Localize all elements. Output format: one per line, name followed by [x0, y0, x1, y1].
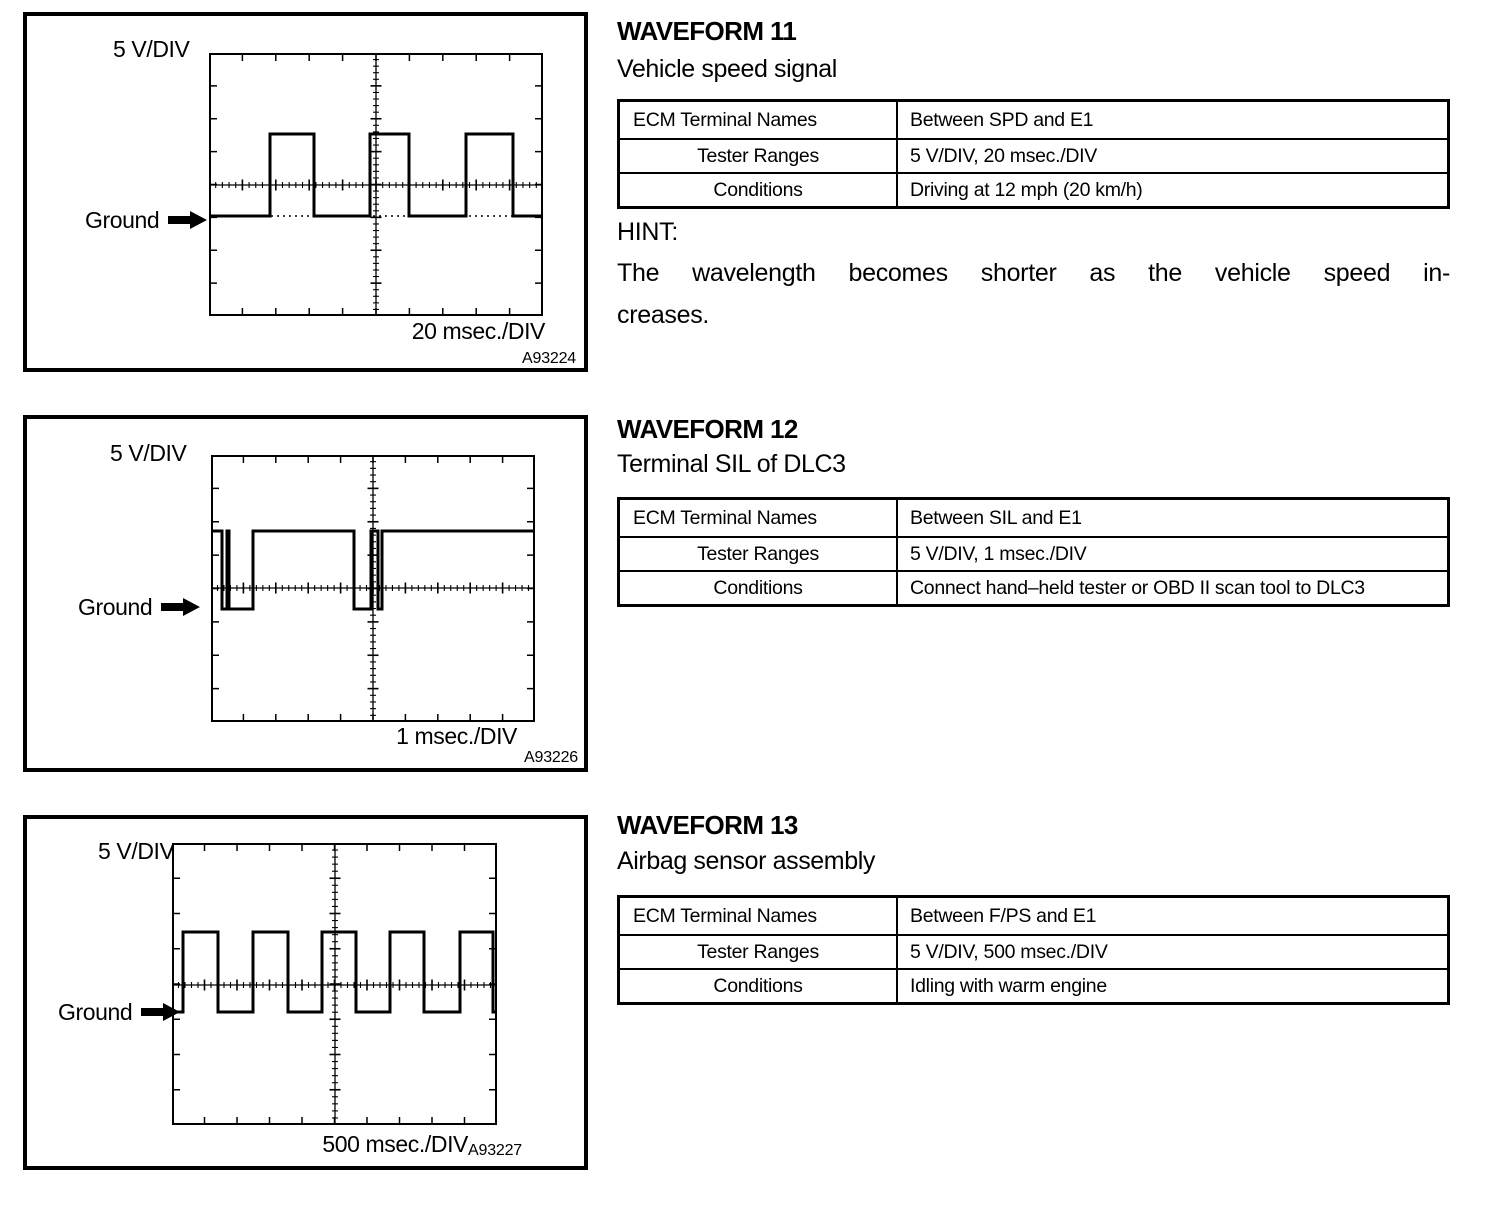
spec-table [617, 99, 1450, 209]
row-value: Driving at 12 mph (20 km/h) [910, 178, 1143, 201]
table-row [620, 500, 1447, 536]
row-label: ECM Terminal Names [620, 500, 898, 536]
waveform-11-figure [23, 12, 588, 372]
right-arrow-icon [161, 597, 201, 617]
oscilloscope-grid [211, 455, 535, 722]
time-per-div-label: 20 msec./DIV [411, 318, 545, 344]
row-value: Idling with warm engine [910, 974, 1107, 997]
figure-code: A93224 [522, 350, 576, 367]
volt-per-div-label: 5 V/DIV [110, 440, 187, 466]
right-arrow-icon [141, 1002, 181, 1022]
hint-text [617, 252, 1450, 336]
section-heading: WAVEFORM 11 [617, 16, 797, 46]
table-row [620, 898, 1447, 934]
ground-indicator [85, 207, 208, 233]
waveform-13-figure [23, 815, 588, 1170]
figure-code: A93226 [524, 749, 578, 766]
waveform-12-figure [23, 415, 588, 772]
ground-label: Ground [58, 998, 133, 1025]
row-label: Conditions [620, 970, 898, 1002]
figure-code: A93227 [468, 1142, 522, 1159]
row-value: Between F/PS and E1 [910, 904, 1097, 927]
ground-indicator [78, 594, 201, 620]
time-per-div-label: 1 msec./DIV [396, 723, 517, 749]
row-label: Conditions [620, 572, 898, 604]
table-row [620, 138, 1447, 172]
row-value: Connect hand–held tester or OBD II scan tool to DLC3 [910, 576, 1365, 599]
row-label: Tester Ranges [620, 538, 898, 570]
volt-per-div-label: 5 V/DIV [98, 838, 175, 864]
row-value: Between SIL and E1 [910, 506, 1082, 529]
table-row [620, 172, 1447, 206]
row-label: ECM Terminal Names [620, 898, 898, 934]
hint-label: HINT: [617, 218, 679, 246]
ground-label: Ground [78, 593, 153, 620]
section-heading: WAVEFORM 12 [617, 414, 798, 444]
row-label: Tester Ranges [620, 936, 898, 968]
row-value: 5 V/DIV, 20 msec./DIV [910, 144, 1097, 167]
ground-indicator [58, 999, 181, 1025]
row-value: 5 V/DIV, 1 msec./DIV [910, 542, 1087, 565]
table-row [620, 570, 1447, 604]
section-subtitle: Vehicle speed signal [617, 55, 837, 83]
oscilloscope-grid [172, 843, 497, 1125]
row-value: 5 V/DIV, 500 msec./DIV [910, 940, 1108, 963]
time-per-div-label: 500 msec./DIV [322, 1131, 468, 1157]
spec-table [617, 895, 1450, 1005]
row-label: ECM Terminal Names [620, 102, 898, 138]
volt-per-div-label: 5 V/DIV [113, 36, 190, 62]
oscilloscope-grid [209, 53, 543, 316]
section-subtitle: Airbag sensor assembly [617, 847, 875, 875]
table-row [620, 102, 1447, 138]
table-row [620, 968, 1447, 1002]
row-label: Conditions [620, 174, 898, 206]
hint-line-1: The wavelength becomes shorter as the vehicle speed in- [617, 259, 1450, 287]
section-heading: WAVEFORM 13 [617, 810, 798, 840]
hint-line-2: creases. [617, 301, 710, 329]
right-arrow-icon [168, 210, 208, 230]
section-subtitle: Terminal SIL of DLC3 [617, 450, 846, 478]
row-label: Tester Ranges [620, 140, 898, 172]
ground-label: Ground [85, 206, 160, 233]
table-row [620, 934, 1447, 968]
spec-table [617, 497, 1450, 607]
table-row [620, 536, 1447, 570]
row-value: Between SPD and E1 [910, 108, 1094, 131]
